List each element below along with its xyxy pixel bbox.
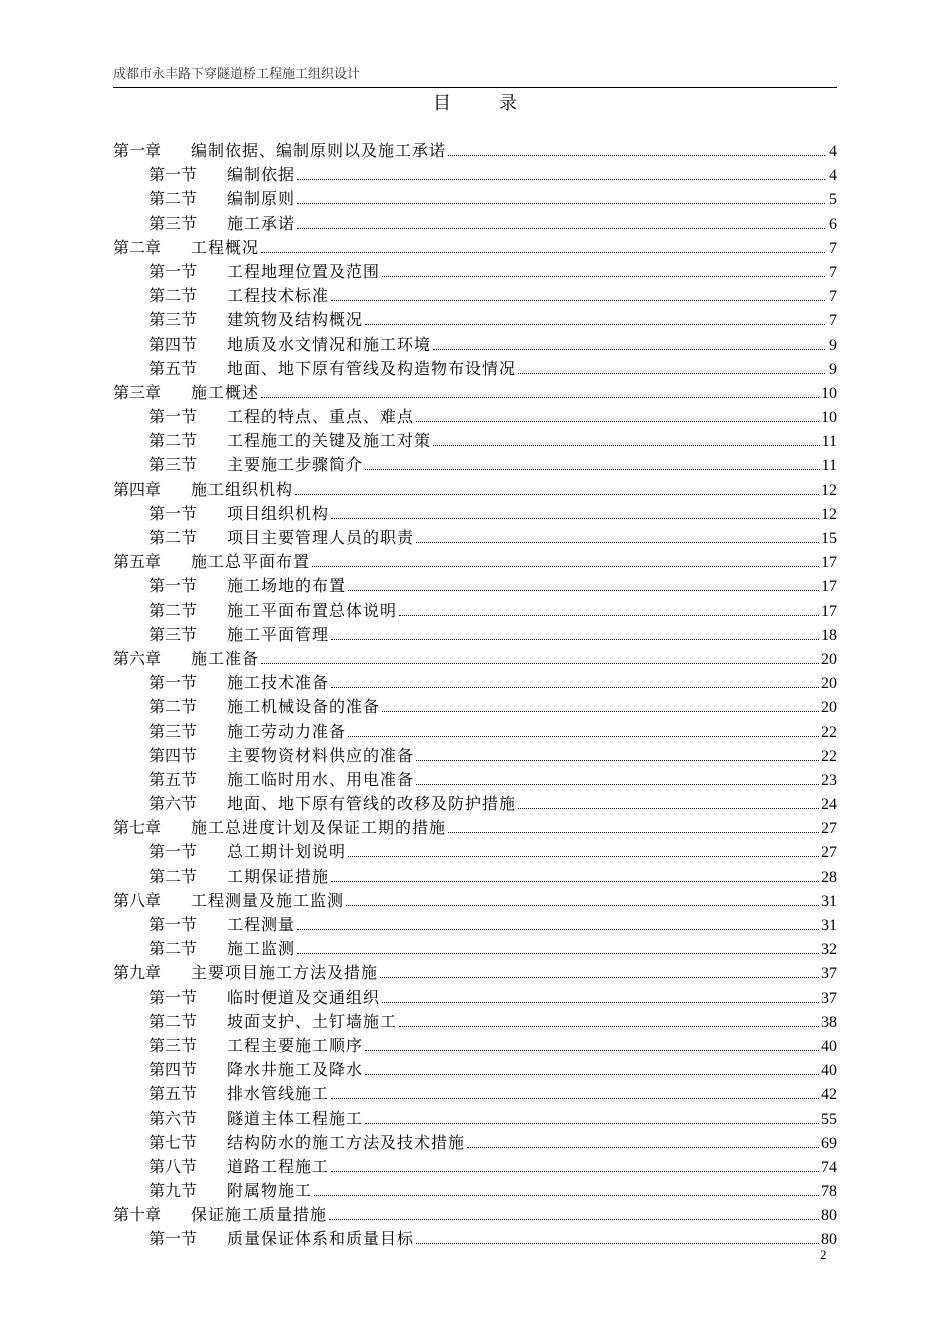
toc-entry-title: 工程的特点、重点、难点 (227, 407, 415, 427)
toc-entry-number: 第十章 (113, 1205, 162, 1225)
toc-entry-title: 工程技术标准 (227, 286, 330, 306)
toc-entry-number: 第二节 (149, 189, 198, 209)
dot-leader (448, 832, 819, 833)
toc-entry-title: 总工期计划说明 (227, 842, 347, 862)
toc-entry-page: 28 (821, 868, 837, 886)
toc-entry-title: 地面、地下原有管线的改移及防护措施 (227, 794, 517, 814)
toc-entry-page: 4 (829, 167, 837, 185)
toc-entry-title: 编制依据、编制原则以及施工承诺 (191, 141, 447, 160)
toc-entry-title: 编制原则 (227, 189, 296, 209)
dot-leader (331, 687, 819, 688)
toc-entry-page: 5 (829, 191, 837, 209)
dot-leader (433, 349, 825, 350)
toc-chapter-entry[interactable] (113, 236, 837, 260)
header-rule (113, 87, 837, 88)
toc-entry-number: 第一节 (149, 576, 198, 596)
toc-entry-page: 11 (821, 433, 837, 451)
dot-leader (382, 276, 825, 277)
toc-entry-number: 第七节 (149, 1132, 198, 1152)
toc-entry-page: 42 (821, 1086, 837, 1104)
toc-entry-number: 第五节 (149, 358, 198, 378)
toc-entry-page: 22 (821, 747, 837, 765)
toc-entry-page: 10 (821, 409, 837, 427)
toc-entry-page: 69 (821, 1134, 837, 1152)
toc-section-entry[interactable] (113, 913, 837, 937)
toc-chapter-entry[interactable] (113, 139, 837, 163)
dot-leader (346, 905, 819, 906)
toc-entry-title: 施工临时用水、用电准备 (227, 769, 415, 789)
dot-leader (297, 953, 819, 954)
toc-entry-page: 40 (821, 1037, 837, 1055)
toc-entry-page: 22 (821, 723, 837, 741)
toc-chapter-entry[interactable] (113, 381, 837, 405)
dot-leader (261, 397, 819, 398)
toc-entry-title: 降水井施工及降水 (227, 1060, 364, 1080)
toc-entry-title: 工程地理位置及范围 (227, 261, 381, 281)
toc-entry-title: 施工总进度计划及保证工期的措施 (191, 818, 447, 838)
toc-entry-title: 结构防水的施工方法及技术措施 (227, 1132, 466, 1152)
toc-entry-page: 20 (821, 699, 837, 717)
toc-entry-page: 4 (829, 143, 837, 160)
toc-section-entry[interactable] (113, 453, 837, 477)
toc-entry-title: 地面、地下原有管线及构造物布设情况 (227, 358, 517, 378)
toc-entry-page: 7 (829, 312, 837, 330)
dot-leader (416, 1243, 819, 1244)
toc-section-entry[interactable] (113, 284, 837, 308)
toc-entry-title: 主要项目施工方法及措施 (191, 963, 379, 983)
dot-leader (331, 518, 819, 519)
toc-entry-title: 施工平面布置总体说明 (227, 600, 398, 620)
toc-section-entry[interactable] (113, 1010, 837, 1034)
dot-leader (331, 1171, 819, 1172)
toc-section-entry[interactable] (113, 405, 837, 429)
toc-entry-number: 第九节 (149, 1181, 198, 1201)
dot-leader (365, 1123, 819, 1124)
toc-entry-title: 施工监测 (227, 939, 296, 959)
dot-leader (380, 977, 819, 978)
toc-entry-number: 第六章 (113, 648, 162, 668)
dot-leader (365, 1074, 819, 1075)
toc-entry-number: 第六节 (149, 1108, 198, 1128)
toc-entry-number: 第四节 (149, 334, 198, 354)
toc-entry-page: 24 (821, 796, 837, 814)
toc-entry-title: 排水管线施工 (227, 1084, 330, 1104)
dot-leader (297, 929, 819, 930)
dot-leader (365, 324, 825, 325)
toc-entry-number: 第二节 (149, 697, 198, 717)
dot-leader (416, 784, 819, 785)
toc-entry-number: 第二节 (149, 1011, 198, 1031)
toc-section-entry[interactable] (113, 937, 837, 961)
dot-leader (448, 155, 825, 156)
toc-entry-number: 第一章 (113, 141, 162, 160)
toc-entry-title: 施工组织机构 (191, 479, 294, 499)
toc-entry-title: 工程主要施工顺序 (227, 1035, 364, 1055)
toc-section-entry[interactable] (113, 720, 837, 744)
toc-entry-title: 施工场地的布置 (227, 576, 347, 596)
toc-entry-page: 17 (821, 602, 837, 620)
toc-entry-number: 第二节 (149, 286, 198, 306)
toc-entry-title: 项目主要管理人员的职责 (227, 528, 415, 547)
toc-section-entry[interactable] (113, 768, 837, 792)
dot-leader (331, 300, 825, 301)
toc-entry-title: 保证施工质量措施 (191, 1205, 328, 1225)
toc-entry-page: 12 (821, 505, 837, 523)
toc-section-entry[interactable] (113, 502, 837, 526)
toc-entry-number: 第五章 (113, 552, 162, 572)
toc-entry-number: 第五节 (149, 1084, 198, 1104)
toc-entry-number: 第八节 (149, 1156, 198, 1176)
dot-leader (416, 760, 819, 761)
toc-entry-title: 隧道主体工程施工 (227, 1108, 364, 1128)
dot-leader (399, 615, 819, 616)
toc-entry-number: 第三章 (113, 382, 162, 402)
toc-section-entry[interactable] (113, 695, 837, 719)
dot-leader (433, 445, 820, 446)
toc-section-entry[interactable] (113, 1058, 837, 1082)
toc-entry-page: 32 (821, 941, 837, 959)
toc-entry-number: 第四节 (149, 1060, 198, 1080)
dot-leader (295, 494, 819, 495)
toc-entry-page: 40 (821, 1062, 837, 1080)
dot-leader (348, 590, 819, 591)
dot-leader (261, 252, 825, 253)
toc-entry-page: 11 (821, 457, 837, 475)
toc-section-entry[interactable] (113, 1107, 837, 1131)
toc-section-entry[interactable] (113, 308, 837, 332)
dot-leader (297, 179, 825, 180)
dot-leader (329, 1219, 819, 1220)
toc-entry-title: 临时便道及交通组织 (227, 987, 381, 1007)
toc-entry-title: 工程概况 (191, 237, 260, 257)
dot-leader (365, 469, 820, 470)
toc-section-entry[interactable] (113, 1034, 837, 1058)
toc-section-entry[interactable] (113, 1155, 837, 1179)
toc-entry-number: 第一节 (149, 987, 198, 1007)
page-number: 2 (820, 1247, 827, 1262)
toc-entry-title: 施工机械设备的准备 (227, 697, 381, 717)
dot-leader (399, 1026, 819, 1027)
toc-entry-title: 工期保证措施 (227, 866, 330, 886)
toc-entry-number: 第一节 (149, 407, 198, 427)
toc-section-entry[interactable] (113, 1082, 837, 1106)
toc-entry-number: 第一节 (149, 842, 198, 862)
toc-section-entry[interactable] (113, 1227, 837, 1251)
toc-entry-number: 第五节 (149, 769, 198, 789)
toc-section-entry[interactable] (113, 574, 837, 598)
dot-leader (331, 881, 819, 882)
toc-entry-page: 80 (821, 1231, 837, 1249)
toc-chapter-entry[interactable] (113, 647, 837, 671)
toc-entry-number: 第二节 (149, 600, 198, 620)
toc-chapter-entry[interactable] (113, 816, 837, 840)
toc-chapter-entry[interactable] (113, 889, 837, 913)
dot-leader (297, 203, 825, 204)
toc-entry-number: 第一节 (149, 915, 198, 934)
toc-title (0, 92, 950, 116)
toc-entry-number: 第一节 (149, 1229, 198, 1249)
toc-section-entry[interactable] (113, 840, 837, 864)
toc-entry-title: 项目组织机构 (227, 503, 330, 523)
toc-entry-page: 20 (821, 650, 837, 668)
toc-entry-title: 工程测量及施工监测 (191, 890, 345, 910)
toc-entry-number: 第一节 (149, 261, 198, 281)
toc-entry-title: 道路工程施工 (227, 1156, 330, 1176)
toc-entry-title: 工程施工的关键及施工对策 (227, 431, 432, 451)
toc-section-entry[interactable] (113, 986, 837, 1010)
toc-entry-title: 建筑物及结构概况 (227, 310, 364, 330)
toc-entry-number: 第九章 (113, 963, 162, 983)
toc-entry-title: 主要物资材料供应的准备 (227, 745, 415, 765)
toc-entry-page: 9 (829, 360, 837, 378)
toc-entry-number: 第一节 (149, 165, 198, 185)
toc-entry-title: 施工劳动力准备 (227, 721, 347, 741)
toc-entry-page: 10 (821, 384, 837, 402)
toc-chapter-entry[interactable] (113, 1203, 837, 1227)
toc-entry-page: 7 (829, 263, 837, 281)
toc-section-entry[interactable] (113, 1131, 837, 1155)
toc-entry-page: 55 (821, 1110, 837, 1128)
toc-entry-number: 第三节 (149, 624, 198, 644)
toc-section-entry[interactable] (113, 792, 837, 816)
toc-title-right: 录 (499, 93, 517, 114)
toc-section-entry[interactable] (113, 163, 837, 187)
toc-entry-number: 第二节 (149, 939, 198, 959)
toc-entry-page: 9 (829, 336, 837, 354)
dot-leader (365, 1050, 819, 1051)
dot-leader (297, 228, 825, 229)
toc-entry-number: 第一节 (149, 673, 198, 693)
toc-entry-page: 15 (821, 530, 837, 547)
toc-entry-page: 7 (829, 288, 837, 306)
toc-section-entry[interactable] (113, 623, 837, 647)
toc-entry-title: 编制依据 (227, 165, 296, 185)
dot-leader (348, 736, 819, 737)
toc-entry-page: 18 (821, 626, 837, 644)
dot-leader (331, 1098, 819, 1099)
toc-entry-page: 31 (821, 917, 837, 934)
toc-entry-title: 施工技术准备 (227, 673, 330, 693)
toc-entry-title: 施工承诺 (227, 213, 296, 233)
dot-leader (314, 1195, 819, 1196)
toc-section-entry[interactable] (113, 526, 837, 550)
toc-entry-page: 78 (821, 1183, 837, 1201)
toc-entry-number: 第四章 (113, 479, 162, 499)
dot-leader (518, 373, 825, 374)
toc-entry-title: 施工总平面布置 (191, 552, 311, 572)
toc-entry-number: 第二节 (149, 431, 198, 451)
toc-section-entry[interactable] (113, 1179, 837, 1203)
toc-section-entry[interactable] (113, 429, 837, 453)
dot-leader (261, 663, 819, 664)
dot-leader (348, 856, 819, 857)
dot-leader (518, 808, 819, 809)
dot-leader (312, 566, 819, 567)
toc-entry-number: 第八章 (113, 890, 162, 910)
toc-entry-title: 质量保证体系和质量目标 (227, 1229, 415, 1249)
toc-entry-number: 第一节 (149, 503, 198, 523)
toc-entry-page: 31 (821, 892, 837, 910)
toc-entry-page: 12 (821, 481, 837, 499)
toc-entry-title: 工程测量 (227, 915, 296, 934)
toc-entry-title: 坡面支护、土钉墙施工 (227, 1011, 398, 1031)
toc-entry-title: 主要施工步骤简介 (227, 455, 364, 475)
toc-entry-page: 6 (829, 215, 837, 233)
toc-entry-page: 37 (821, 965, 837, 983)
toc-entry-page: 7 (829, 239, 837, 257)
dot-leader (416, 421, 819, 422)
dot-leader (382, 1002, 819, 1003)
toc-section-entry[interactable] (113, 599, 837, 623)
toc-entry-page: 80 (821, 1207, 837, 1225)
toc-entry-page: 38 (821, 1013, 837, 1031)
toc-section-entry[interactable] (113, 260, 837, 284)
toc-entry-page: 74 (821, 1158, 837, 1176)
toc-section-entry[interactable] (113, 187, 837, 211)
toc-entry-number: 第三节 (149, 310, 198, 330)
toc-entry-number: 第七章 (113, 818, 162, 838)
toc-section-entry[interactable] (113, 357, 837, 381)
toc-entry-number: 第二节 (149, 528, 198, 547)
dot-leader (382, 711, 819, 712)
toc-entry-page: 17 (821, 578, 837, 596)
toc-entry-title: 施工概述 (191, 382, 260, 402)
toc-entry-number: 第四节 (149, 745, 198, 765)
toc-entry-page: 27 (821, 844, 837, 862)
toc-entry-number: 第三节 (149, 455, 198, 475)
toc-entry-title: 附属物施工 (227, 1181, 313, 1201)
toc-section-entry[interactable] (113, 333, 837, 357)
toc-entry-title: 施工平面管理 (227, 624, 330, 644)
toc-entry-number: 第三节 (149, 1035, 198, 1055)
toc-title-left: 目 (433, 93, 451, 114)
toc-entry-title: 地质及水文情况和施工环境 (227, 334, 432, 354)
toc-entry-title: 施工准备 (191, 648, 260, 668)
table-of-contents (113, 139, 837, 1252)
toc-section-entry[interactable] (113, 671, 837, 695)
toc-entry-page: 37 (821, 989, 837, 1007)
dot-leader (416, 542, 819, 543)
toc-entry-page: 27 (821, 820, 837, 838)
toc-section-entry[interactable] (113, 212, 837, 236)
toc-section-entry[interactable] (113, 744, 837, 768)
toc-chapter-entry[interactable] (113, 478, 837, 502)
toc-entry-page: 23 (821, 771, 837, 789)
toc-entry-number: 第二章 (113, 237, 162, 257)
toc-chapter-entry[interactable] (113, 961, 837, 985)
toc-entry-number: 第三节 (149, 213, 198, 233)
toc-entry-number: 第六节 (149, 794, 198, 814)
toc-entry-page: 17 (821, 554, 837, 572)
toc-section-entry[interactable] (113, 865, 837, 889)
running-header: 成都市永丰路下穿隧道桥工程施工组织设计 (113, 67, 361, 82)
dot-leader (331, 639, 819, 640)
dot-leader (467, 1147, 819, 1148)
toc-chapter-entry[interactable] (113, 550, 837, 574)
toc-entry-page: 20 (821, 675, 837, 693)
toc-entry-number: 第三节 (149, 721, 198, 741)
toc-entry-number: 第二节 (149, 866, 198, 886)
